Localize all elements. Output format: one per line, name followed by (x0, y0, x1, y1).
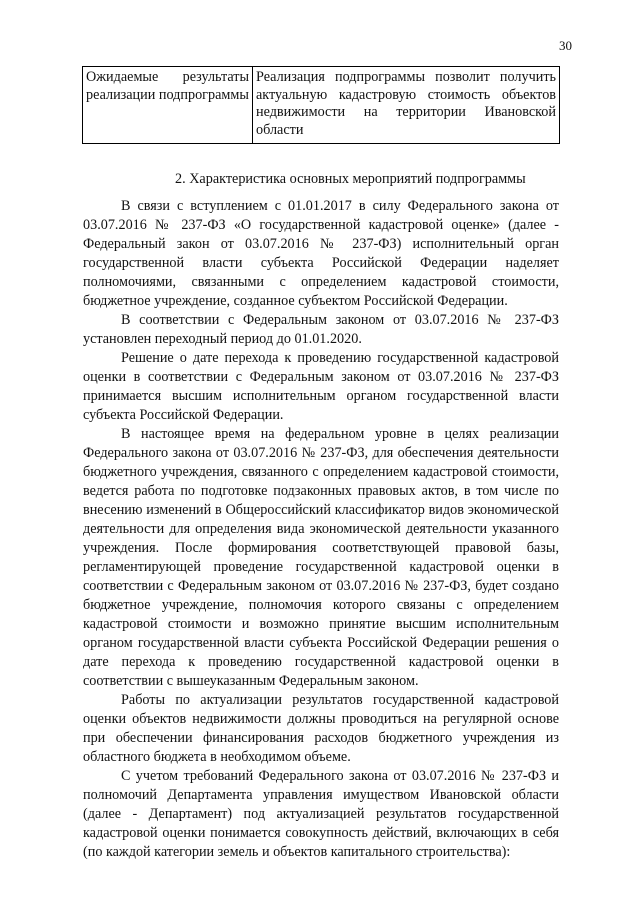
table-label-cell: Ожидаемые результаты реализации подпрограммы (83, 67, 253, 144)
page-number: 30 (559, 38, 572, 53)
paragraph-4: В настоящее время на федеральном уровне в целях реализации Федерального закона от 03.07.2016 № 237-ФЗ, для обеспечения деятельности бюджетного учреждения, связанного с определением кадастровой стоимости, ведется работа по подготовке подзаконных правовых актов, в том числе по внесению изменений в Общероссийский классификатор видов экономической деятельности для определения вида экономической деятельности указанного учреждения. После формирования соответствующей правовой базы, регламентирующей проведение государственной кадастровой оценки в соответствии с Федеральным законом от 03.07.2016 № 237-ФЗ, будет создано бюджетное учреждение, полномочия которого связаны с определением кадастровой стоимости и возможно принятие высшим исполнительным органом государственной власти субъекта Российской Федерации решения о дате перехода к проведению государственной кадастровой оценки в соответствии с вышеуказанным Федеральным законом. (83, 426, 559, 689)
table-row (83, 67, 560, 144)
paragraph-2: В соответствии с Федеральным законом от 03.07.2016 № 237-ФЗ установлен переходный период до 01.01.2020. (83, 312, 559, 347)
body-text (83, 197, 559, 862)
paragraph-5: Работы по актуализации результатов государственной кадастровой оценки объектов недвижимости должны проводиться на регулярной основе при обеспечении финансирования расходов бюджетного учреждения из областного бюджета в необходимом объеме. (83, 692, 559, 765)
expected-results-table (82, 66, 560, 144)
paragraph-1: В связи с вступлением с 01.01.2017 в силу Федерального закона от 03.07.2016 № 237-ФЗ «О государственной кадастровой оценке» (далее - Федеральный закон от 03.07.2016 № 237-ФЗ) исполнительный орган государственной власти субъекта Российской Федерации наделяет полномочиями, связанными с определением кадастровой стоимости, бюджетное учреждение, созданное субъектом Российской Федерации. (83, 198, 559, 309)
paragraph-6: С учетом требований Федерального закона от 03.07.2016 № 237-ФЗ и полномочий Департамента управления имуществом Ивановской области (далее - Департамент) под актуализацией результатов государственной кадастровой оценки понимается совокупность действий, включающих в себя (по каждой категории земель и объектов капитального строительства): (83, 768, 559, 860)
paragraph-3: Решение о дате перехода к проведению государственной кадастровой оценки в соответствии с Федеральным законом от 03.07.2016 № 237-ФЗ принимается высшим исполнительным органом государственной власти субъекта Российской Федерации. (83, 350, 559, 423)
section-heading: 2. Характеристика основных мероприятий подпрограммы (175, 171, 526, 187)
table-value-cell: Реализация подпрограммы позволит получить актуальную кадастровую стоимость объектов недвижимости на территории Ивановской области (253, 67, 560, 144)
